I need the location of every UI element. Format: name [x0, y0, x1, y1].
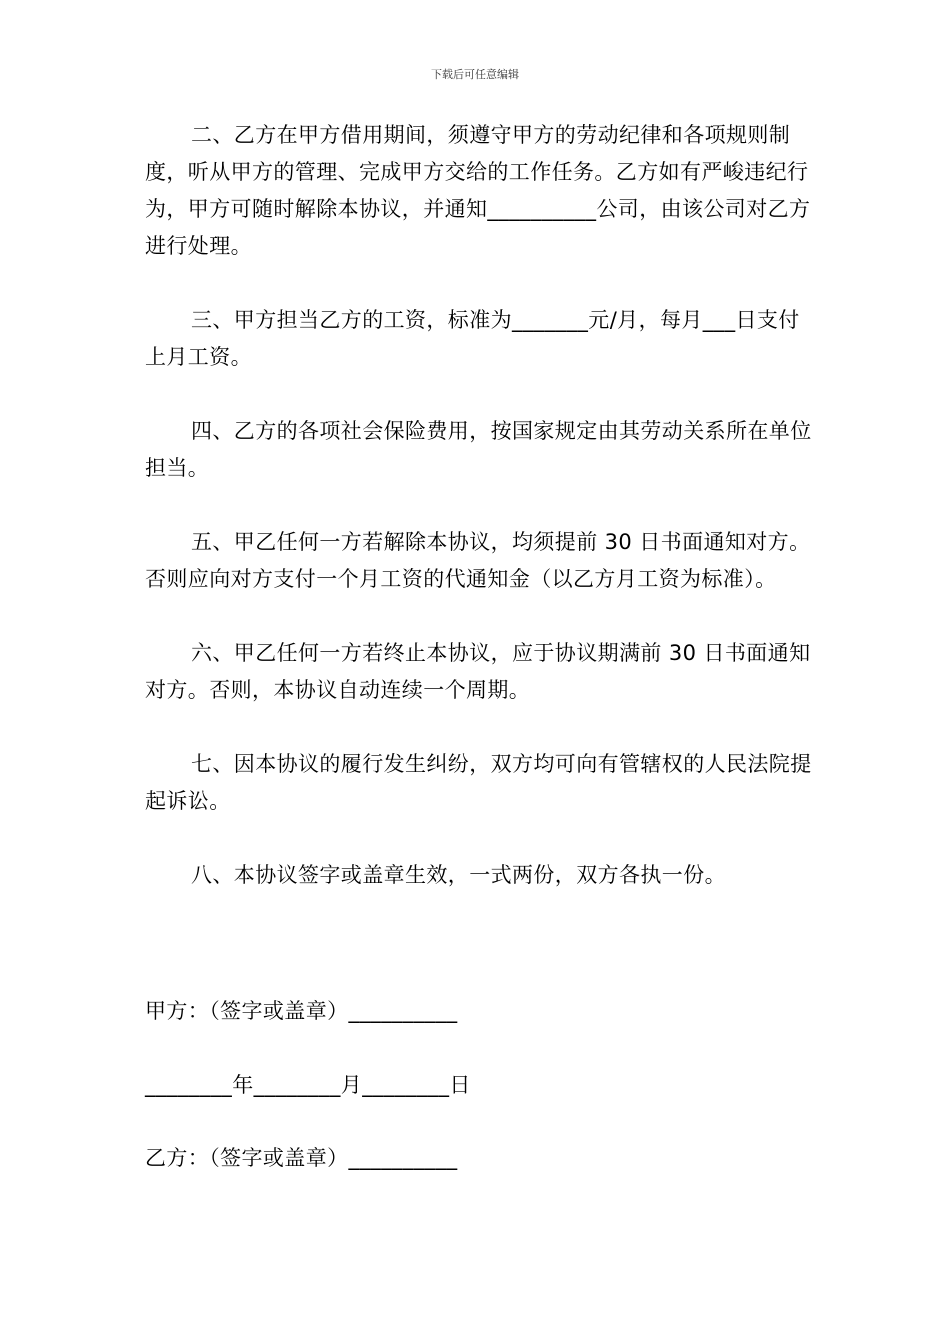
clause-2: 二、乙方在甲方借用期间，须遵守甲方的劳动纪律和各项规则制度，听从甲方的管理、完成甲方交给的工作任务。乙方如有严峻违纪行为，甲方可随时解除本协议，并通知__________公司，由该公司对乙方进行处理。 [145, 123, 811, 258]
signature-date: ________年________月________日 [145, 1073, 471, 1097]
clause-4: 四、乙方的各项社会保险费用，按国家规定由其劳动关系所在单位担当。 [145, 419, 812, 480]
party-b-signature: 乙方：（签字或盖章）__________ [145, 1146, 458, 1170]
clause-5: 五、甲乙任何一方若解除本协议，均须提前 30 日书面通知对方。否则应向对方支付一个月工资的代通知金（以乙方月工资为标准）。 [145, 530, 811, 591]
clause-6: 六、甲乙任何一方若终止本协议，应于协议期满前 30 日书面通知对方。否则，本协议自动连续一个周期。 [145, 641, 811, 702]
clause-3: 三、甲方担当乙方的工资，标准为_______元/月，每月___日支付上月工资。 [145, 308, 800, 369]
document-body [145, 117, 817, 894]
page-header: 下载后可任意编辑 [431, 68, 519, 81]
clause-7: 七、因本协议的履行发生纠纷，双方均可向有管辖权的人民法院提起诉讼。 [145, 752, 812, 813]
party-a-signature: 甲方：（签字或盖章）__________ [145, 999, 458, 1023]
clause-8: 八、本协议签字或盖章生效，一式两份，双方各执一份。 [191, 863, 726, 887]
